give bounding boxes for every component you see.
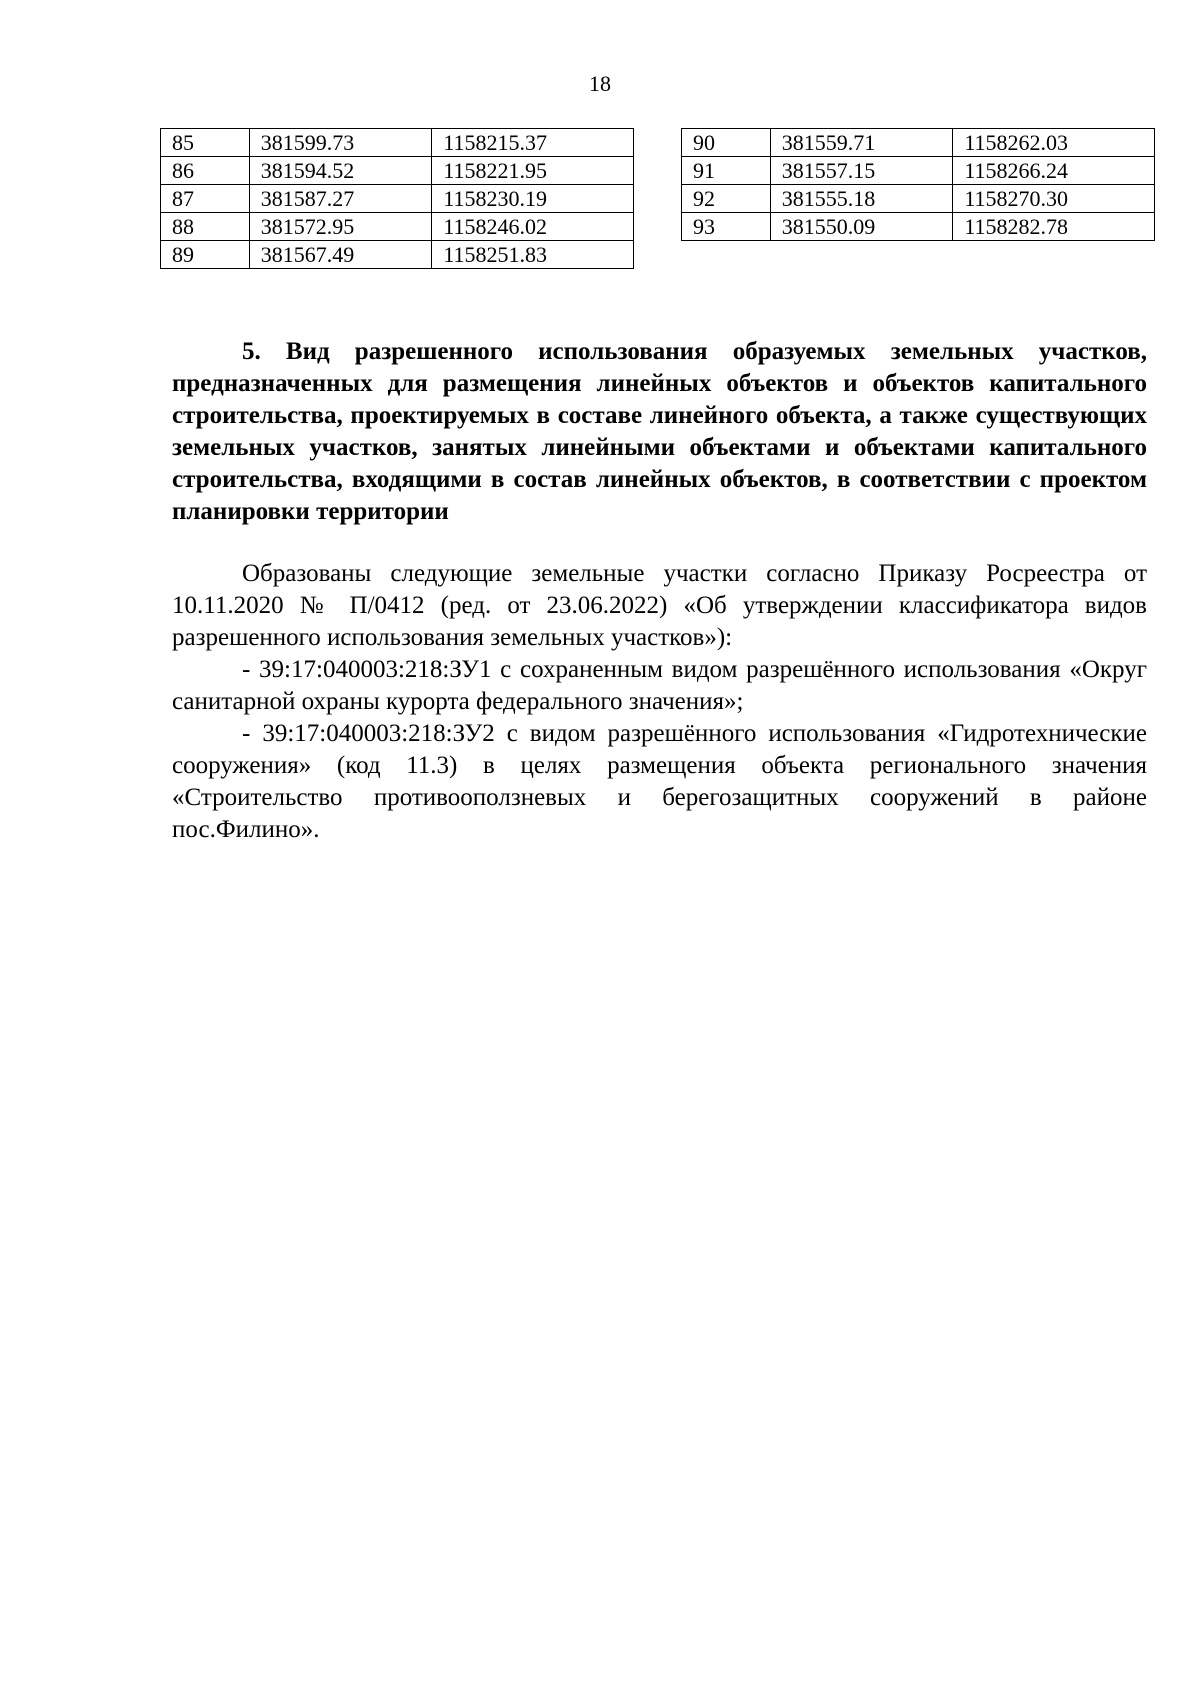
point-number-cell: 91 bbox=[682, 157, 771, 185]
table-row bbox=[161, 129, 634, 157]
point-number-cell: 88 bbox=[161, 213, 250, 241]
section-heading: 5. Вид разрешенного использования образуемых земельных участков, предназначенных для размещения линейных объектов и объектов капитального строительства, проектируемых в составе линейного объекта, а также существующих земельных участков, занятых линейными объектами и объектами капитального строительства, входящими в состав линейных объектов, в соответствии с проектом планировки территории bbox=[172, 338, 1147, 525]
x-coordinate-cell: 381599.73 bbox=[249, 129, 432, 157]
x-coordinate-cell: 381567.49 bbox=[249, 241, 432, 269]
intro-paragraph: Образованы следующие земельные участки согласно Приказу Росреестра от 10.11.2020 № П/0412 (ред. от 23.06.2022) «Об утверждении классификатора видов разрешенного использования земельных участков»): bbox=[172, 560, 1147, 651]
point-number-cell: 87 bbox=[161, 185, 250, 213]
y-coordinate-cell: 1158221.95 bbox=[432, 157, 634, 185]
y-coordinate-cell: 1158251.83 bbox=[432, 241, 634, 269]
x-coordinate-cell: 381559.71 bbox=[770, 129, 953, 157]
x-coordinate-cell: 381557.15 bbox=[770, 157, 953, 185]
list-item: - 39:17:040003:218:ЗУ2 с видом разрешённого использования «Гидротехнические сооружения» (код 11.3) в целях размещения объекта регионального значения «Строительство противооползневых и берегозащитных сооружений в районе пос.Филино». bbox=[172, 720, 1147, 843]
point-number-cell: 85 bbox=[161, 129, 250, 157]
x-coordinate-cell: 381550.09 bbox=[770, 213, 953, 241]
point-number-cell: 93 bbox=[682, 213, 771, 241]
table-row bbox=[161, 241, 634, 269]
y-coordinate-cell: 1158266.24 bbox=[953, 157, 1155, 185]
y-coordinate-cell: 1158215.37 bbox=[432, 129, 634, 157]
point-number-cell: 90 bbox=[682, 129, 771, 157]
table-row bbox=[682, 213, 1155, 241]
table-row bbox=[682, 129, 1155, 157]
y-coordinate-cell: 1158230.19 bbox=[432, 185, 634, 213]
coordinates-table-left bbox=[160, 128, 634, 269]
table-row bbox=[682, 157, 1155, 185]
table-row bbox=[161, 157, 634, 185]
y-coordinate-cell: 1158282.78 bbox=[953, 213, 1155, 241]
y-coordinate-cell: 1158246.02 bbox=[432, 213, 634, 241]
page-number: 18 bbox=[589, 71, 611, 96]
x-coordinate-cell: 381594.52 bbox=[249, 157, 432, 185]
x-coordinate-cell: 381555.18 bbox=[770, 185, 953, 213]
table-row bbox=[682, 185, 1155, 213]
x-coordinate-cell: 381587.27 bbox=[249, 185, 432, 213]
x-coordinate-cell: 381572.95 bbox=[249, 213, 432, 241]
table-row bbox=[161, 213, 634, 241]
y-coordinate-cell: 1158270.30 bbox=[953, 185, 1155, 213]
point-number-cell: 89 bbox=[161, 241, 250, 269]
table-row bbox=[161, 185, 634, 213]
coordinates-table-right bbox=[681, 128, 1155, 241]
point-number-cell: 86 bbox=[161, 157, 250, 185]
point-number-cell: 92 bbox=[682, 185, 771, 213]
y-coordinate-cell: 1158262.03 bbox=[953, 129, 1155, 157]
list-item: - 39:17:040003:218:ЗУ1 с сохраненным видом разрешённого использования «Округ санитарной охраны курорта федерального значения»; bbox=[172, 656, 1147, 715]
section-body bbox=[172, 558, 1147, 846]
